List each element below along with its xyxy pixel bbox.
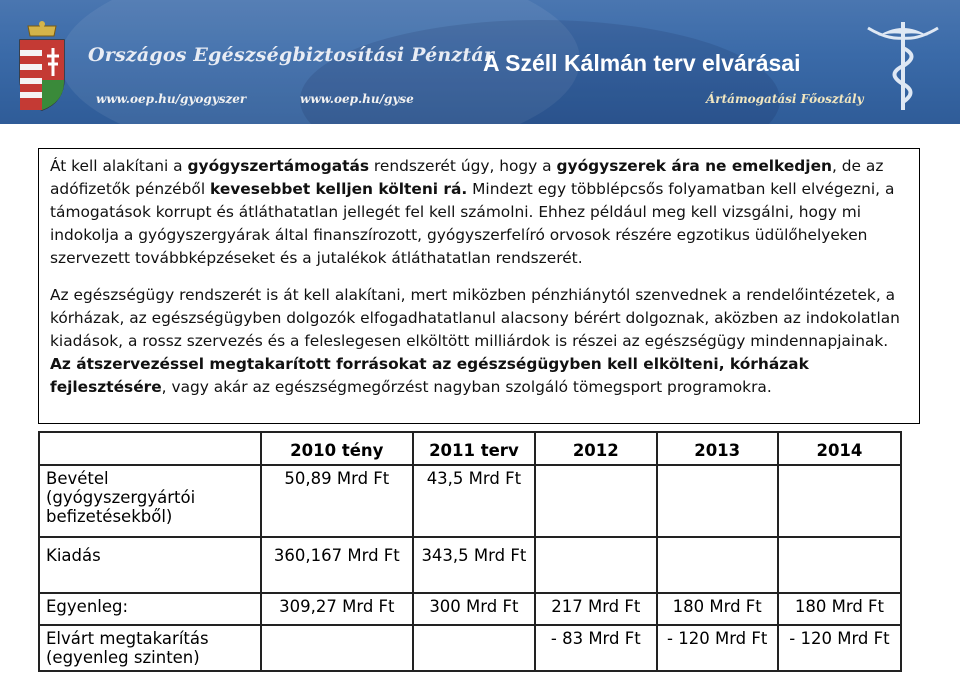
bold-text-run: gyógyszerek ára ne emelkedjen	[556, 157, 832, 175]
table-header-row	[39, 432, 901, 465]
table-cell	[778, 537, 901, 593]
org-name: Országos Egészségbiztosítási Pénztár	[88, 44, 495, 66]
row-label: Egyenleg:	[39, 593, 261, 625]
slide-title: A Széll Kálmán terv elvárásai	[483, 50, 801, 76]
coat-of-arms-icon	[14, 20, 70, 112]
slide-header	[0, 0, 960, 124]
table-cell	[413, 625, 535, 671]
row-label: Bevétel (gyógyszergyártói befizetésekből)	[39, 465, 261, 537]
table-cell: 360,167 Mrd Ft	[261, 537, 413, 593]
row-label: Kiadás	[39, 537, 261, 593]
text-run: , de az adófizetők pénzéből	[50, 157, 884, 198]
department-name: Ártámogatási Főosztály	[706, 92, 864, 106]
table-cell: 43,5 Mrd Ft	[413, 465, 535, 537]
paragraph-egeszsegugy	[50, 284, 909, 399]
website-link[interactable]: www.oep.hu/gyogyszer	[96, 92, 247, 106]
table-cell: - 120 Mrd Ft	[778, 625, 901, 671]
text-run: Mindezt egy többlépcsős folyamatban kell elvégezni, a támogatások korrupt és átláthatatlan jellegét fel kell számolni. Ehhez például meg kell vizsgálni, hogy mi indokolja a gyógyszergyárak által finanszírozott, gyógyszerfelíró orvosok részére egzotikus üdülőhelyeken szervezett továbbképzéseket és a jutalékok átláthatatlan rendszerét.	[50, 180, 895, 267]
table-row	[39, 465, 901, 537]
header-cell: 2010 tény	[261, 432, 413, 465]
table-cell: - 120 Mrd Ft	[657, 625, 778, 671]
table-cell: - 83 Mrd Ft	[535, 625, 656, 671]
table-cell: 180 Mrd Ft	[657, 593, 778, 625]
table-row	[39, 625, 901, 671]
paragraph-gyogyszer	[50, 155, 909, 270]
row-label: Elvárt megtakarítás (egyenleg szinten)	[39, 625, 261, 671]
header-cell: 2014	[778, 432, 901, 465]
budget-table	[38, 431, 902, 672]
table-cell	[778, 465, 901, 537]
table-cell: 309,27 Mrd Ft	[261, 593, 413, 625]
header-cell: 2012	[535, 432, 656, 465]
caduceus-emblem-icon	[858, 14, 948, 114]
text-box	[38, 148, 920, 424]
table-row	[39, 537, 901, 593]
bold-text-run: kevesebbet kelljen költeni rá.	[210, 180, 468, 198]
bold-text-run: Az átszervezéssel megtakarított forrásokat az egészségügyben kell elkölteni, kórházak fejlesztésére	[50, 355, 809, 396]
header-cell: 2011 terv	[413, 432, 535, 465]
table-cell	[535, 537, 656, 593]
website-link[interactable]: www.oep.hu/gyse	[300, 92, 414, 106]
table-cell	[657, 465, 778, 537]
table-cell	[535, 465, 656, 537]
table-cell: 180 Mrd Ft	[778, 593, 901, 625]
table-cell: 300 Mrd Ft	[413, 593, 535, 625]
table-row	[39, 593, 901, 625]
table-cell	[657, 537, 778, 593]
table-cell: 217 Mrd Ft	[535, 593, 656, 625]
text-run: , vagy akár az egészségmegőrzést nagyban szolgáló tömegsport programokra.	[161, 378, 772, 396]
text-run: Át kell alakítani a	[50, 157, 188, 175]
header-cell	[39, 432, 261, 465]
table-cell: 343,5 Mrd Ft	[413, 537, 535, 593]
text-run: rendszerét úgy, hogy a	[369, 157, 557, 175]
text-run: Az egészségügy rendszerét is át kell alakítani, mert miközben pénzhiánytól szenvednek a rendelőintézetek, a kórházak, az egészségügyben dolgozók elfogadhatatlanul alacsony bérért dolgoznak, aközben az indokolatlan kiadások, a rossz szervezés és a feleslegesen elköltött milliárdok is részei az egészségügy mindennapjainak.	[50, 286, 900, 350]
bold-text-run: gyógyszertámogatás	[187, 157, 369, 175]
header-cell: 2013	[657, 432, 778, 465]
table-cell: 50,89 Mrd Ft	[261, 465, 413, 537]
table-cell	[261, 625, 413, 671]
